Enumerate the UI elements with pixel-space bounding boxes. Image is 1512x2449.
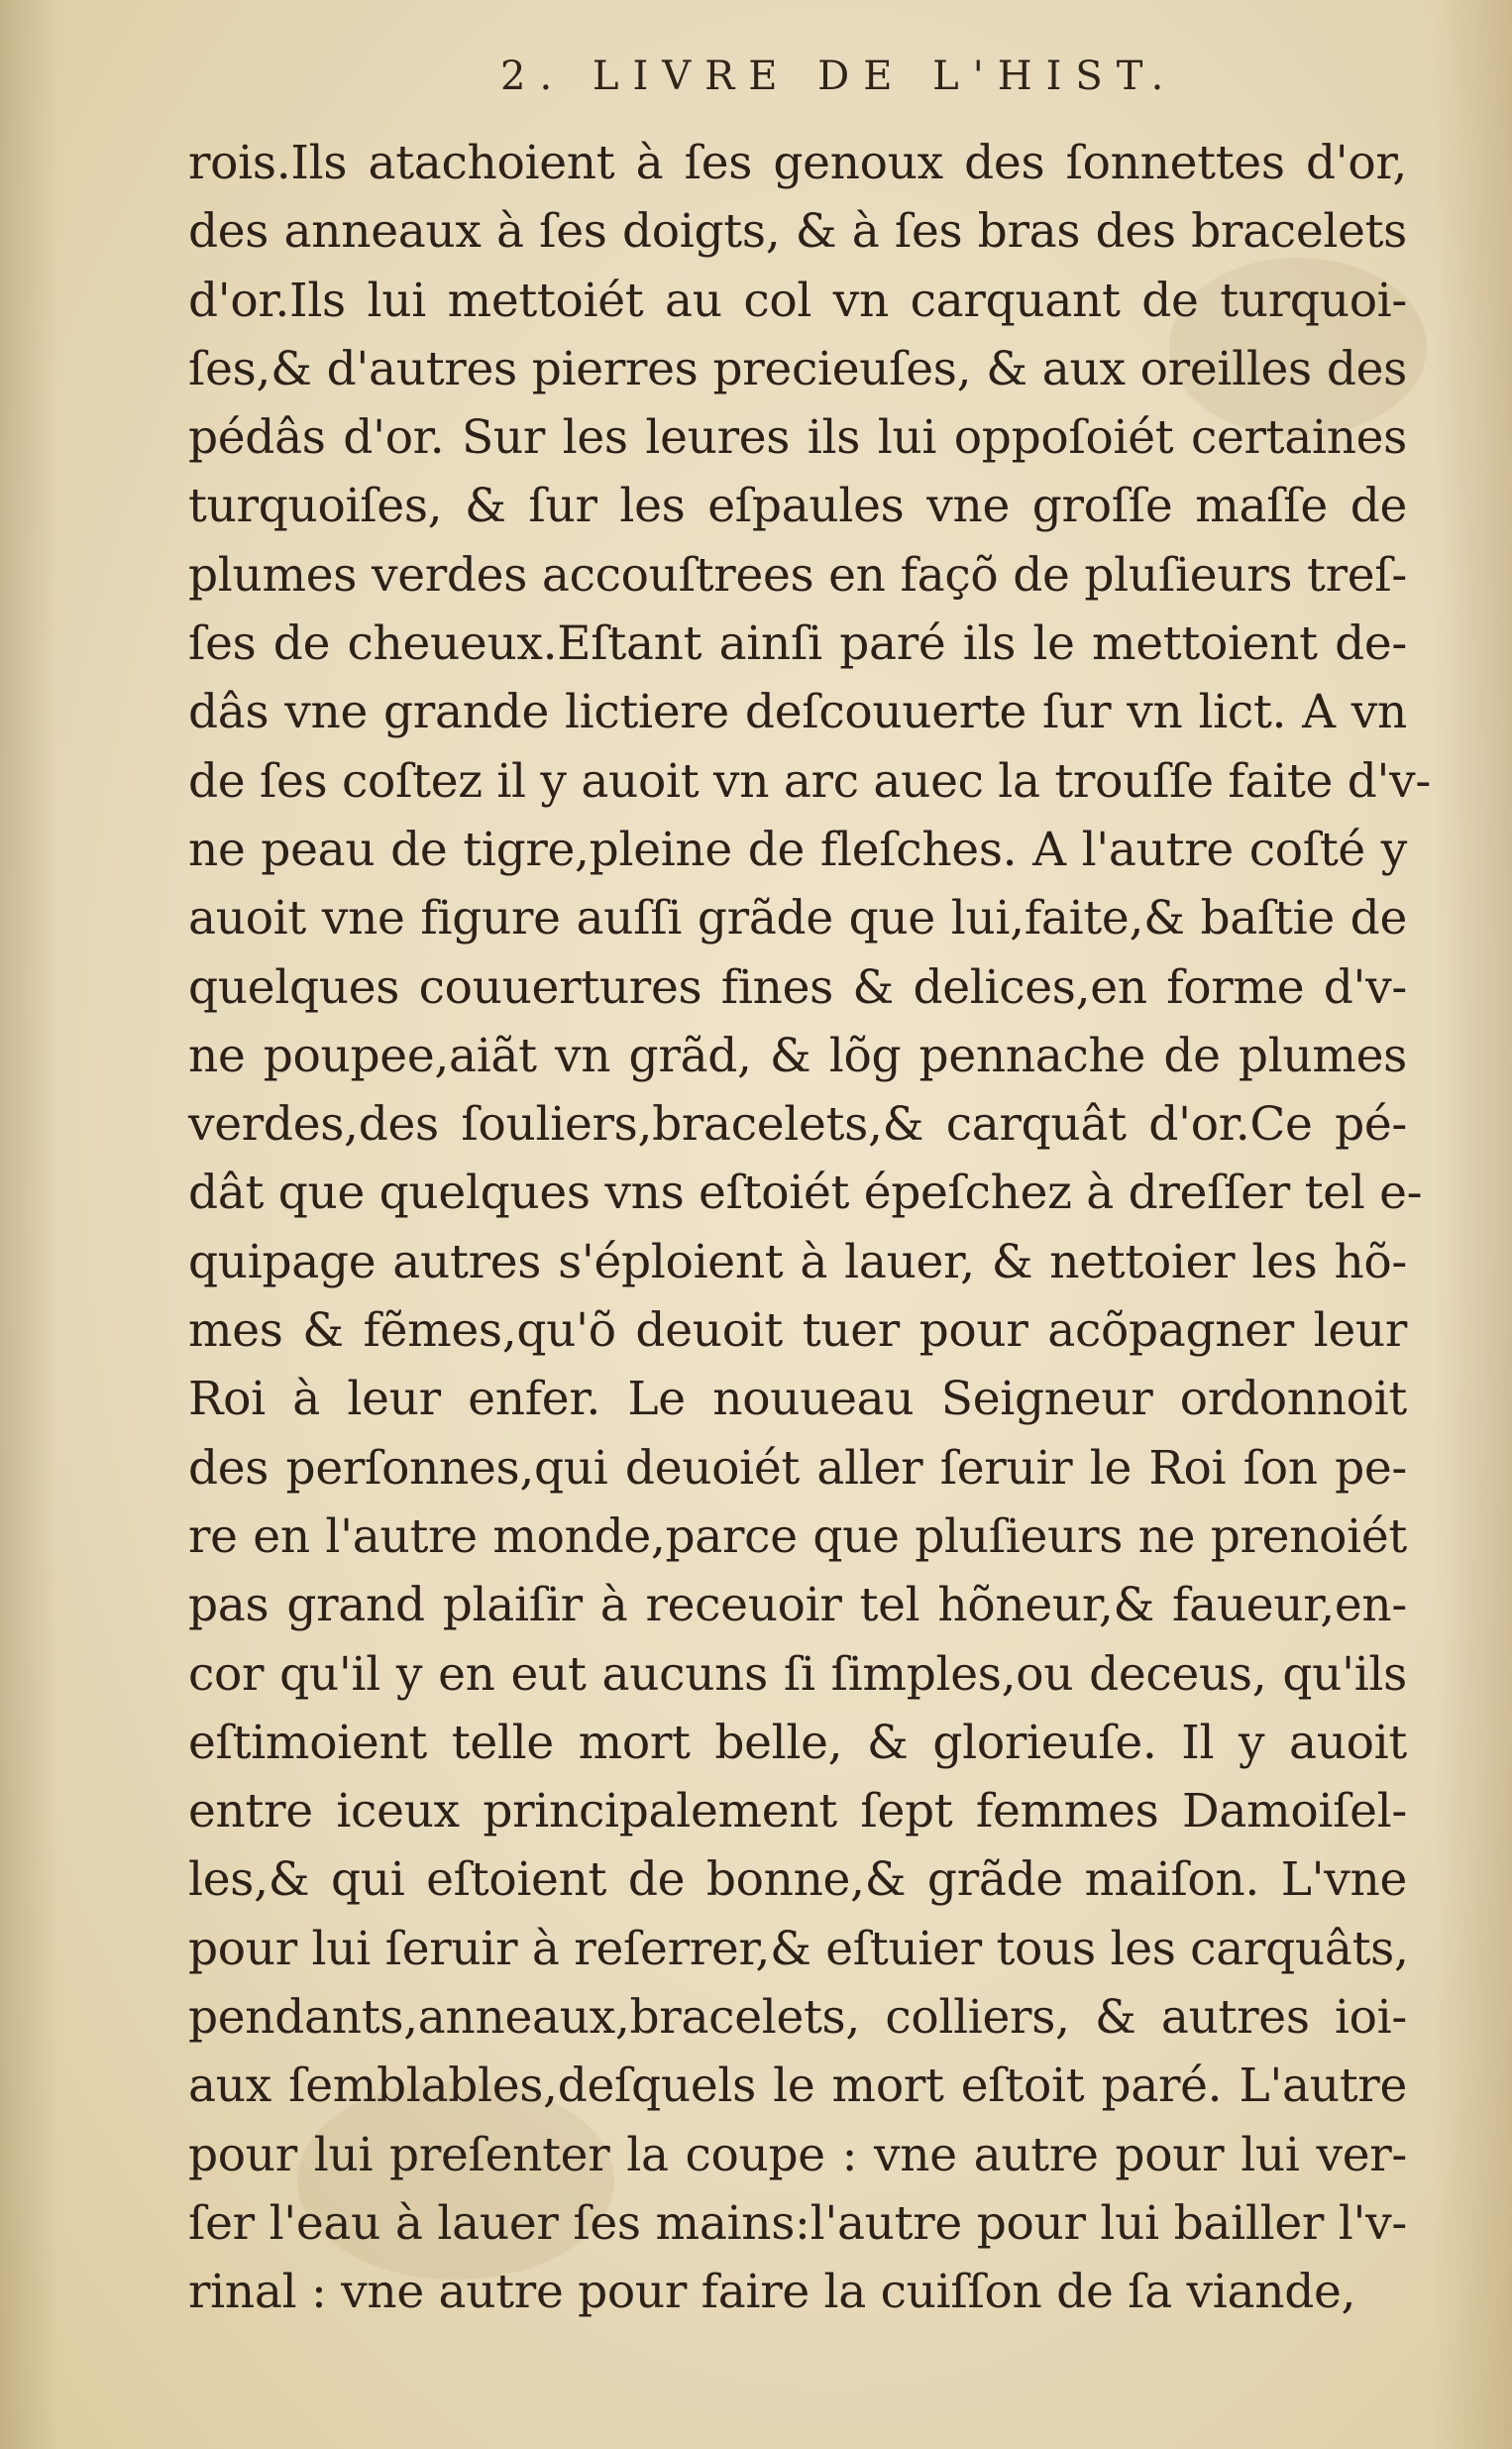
text-line: ſer l'eau à lauer ſes mains:l'autre pour lui bailler l'v- (188, 2195, 1407, 2251)
text-line: des anneaux à ſes doigts, & à ſes bras des bracelets (188, 204, 1407, 260)
text-line: aux ſemblables,deſquels le mort eſtoit paré. L'autre (188, 2059, 1407, 2114)
text-line: rois.Ils atachoient à ſes genoux des ſonnettes d'or, (188, 136, 1407, 190)
running-head: 2. LIVRE DE L'HIST. (500, 54, 1178, 99)
text-line: dâs vne grande lictiere deſcouuerte ſur vn lict. A vn (188, 685, 1407, 740)
body-text (188, 129, 1431, 2327)
text-line: turquoiſes, & ſur les eſpaules vne groſſe maſſe de (188, 479, 1407, 534)
text-line: cor qu'il y en eut aucuns ſi ſimples,ou deceus, qu'ils (188, 1646, 1407, 1702)
text-line: pas grand plaiſir à receuoir tel hõneur,& faueur,en- (188, 1578, 1407, 1633)
text-line: Roi à leur enfer. Le nouueau Seigneur ordonnoit (188, 1372, 1407, 1427)
text-line: pédâs d'or. Sur les leures ils lui oppoſoiét certaines (188, 410, 1407, 466)
text-line: pour lui preſenter la coupe : vne autre pour lui ver- (188, 2127, 1407, 2182)
text-line: quipage autres s'éploient à lauer, & nettoier les hõ- (188, 1234, 1407, 1289)
text-line: rinal : vne autre pour faire la cuiſſon de ſa viande, (188, 2265, 1356, 2320)
text-line: auoit vne figure auſſi grãde que lui,faite,& baſtie de (188, 891, 1407, 946)
text-line: des perſonnes,qui deuoiét aller ſeruir le Roi ſon pe- (188, 1440, 1407, 1496)
text-line: dât que quelques vns eſtoiét épeſchez à dreſſer tel e- (188, 1166, 1423, 1221)
text-line: entre iceux principalement ſept femmes Damoiſel- (188, 1784, 1407, 1839)
text-line: plumes verdes accouſtrees en façõ de pluſieurs treſ- (188, 547, 1407, 603)
page-edge-shadow (1433, 0, 1512, 2449)
text-line: mes & fẽmes,qu'õ deuoit tuer pour acõpagner leur (188, 1303, 1407, 1359)
text-line: ne poupee,aiãt vn grãd, & lõg pennache de plumes (188, 1028, 1407, 1083)
text-line: ne peau de tigre,pleine de fleſches. A l'autre coſté y (188, 822, 1407, 877)
text-line: verdes,des ſouliers,bracelets,& carquât d'or.Ce pé- (188, 1097, 1407, 1153)
text-line: pendants,anneaux,bracelets, colliers, & autres ioi- (188, 1990, 1407, 2046)
text-line: ſes de cheueux.Eſtant ainſi paré ils le mettoient de- (188, 616, 1407, 672)
text-line: quelques couuertures fines & delices,en forme d'v- (188, 959, 1407, 1015)
gutter-shadow (0, 0, 59, 2449)
text-line: d'or.Ils lui mettoiét au col vn carquant de turquoi- (188, 273, 1407, 328)
text-line: de ſes coſtez il y auoit vn arc auec la trouſſe faite d'v- (188, 753, 1431, 809)
text-line: pour lui ſeruir à reſerrer,& eſtuier tous les carquâts, (188, 1921, 1409, 1976)
text-line: re en l'autre monde,parce que pluſieurs ne prenoiét (188, 1508, 1407, 1564)
text-line: eſtimoient telle mort belle, & glorieuſe. Il y auoit (188, 1715, 1407, 1770)
text-line: ſes,& d'autres pierres precieuſes, & aux oreilles des (188, 341, 1407, 396)
text-line: les,& qui eſtoient de bonne,& grãde maiſon. L'vne (188, 1852, 1407, 1908)
